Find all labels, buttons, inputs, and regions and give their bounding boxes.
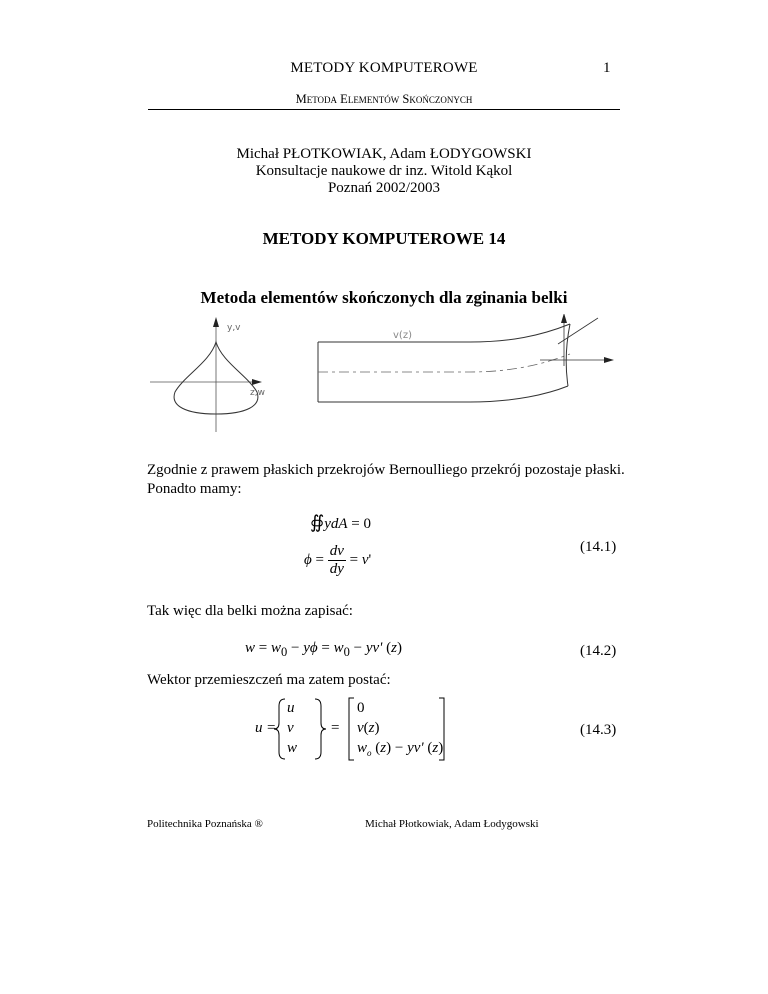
vector-u: u: [287, 700, 295, 716]
equation-number-2: (14.2): [580, 643, 617, 659]
header-rule: [148, 109, 620, 110]
equation-phi: ϕ = $\frac{dv}{dy}$ = v': [304, 543, 372, 577]
consultation-line: Konsultacje naukowe dr inz. Witold Kąkol: [255, 163, 513, 179]
footer-right: Michał Płotkowiak, Adam Łodygowski: [365, 818, 539, 830]
document-title: METODY KOMPUTEROWE 14: [262, 229, 506, 248]
header-subtitle: Metoda Elementów Skończonych: [295, 92, 473, 106]
paragraph-3: Tak więc dla belki można zapisać:: [147, 603, 353, 619]
paragraph-1: [147, 461, 625, 499]
footer-left: Politechnika Poznańska ®: [147, 818, 263, 830]
vector-v: v: [287, 720, 294, 736]
vector-eq-sign-2: =: [331, 720, 340, 736]
paragraph-4: Wektor przemieszczeń ma zatem postać:: [147, 672, 391, 688]
vector-row-3: $w_o$ (z) − yv' (z): [357, 740, 444, 758]
z-axis-arrow: [252, 379, 262, 385]
author-names: Michał PŁOTKOWIAK, Adam ŁODYGOWSKI: [236, 146, 532, 162]
label-zw: z,w: [250, 388, 265, 398]
vector-row-1: 0: [357, 700, 365, 716]
label-yv: y,v: [227, 323, 241, 333]
beam-neutral-axis: [318, 354, 570, 372]
header-title: METODY KOMPUTEROWE: [290, 60, 478, 76]
equation-number-3: (14.3): [580, 722, 617, 738]
tip-up-arrow: [561, 314, 567, 323]
beam-bottom-edge: [318, 386, 568, 402]
equation-vector: [255, 696, 455, 762]
vector-row-2: v(z): [357, 720, 380, 736]
vector-eq-sign-1: =: [267, 720, 276, 736]
page-number: 1: [603, 60, 611, 76]
vector-lhs: u: [255, 720, 263, 736]
beam-right-end: [566, 324, 570, 386]
equation-number-1: (14.1): [580, 539, 617, 555]
equation-w: $w = w_0 - y\phi = w_0 - yv'$ (z): [245, 640, 402, 659]
beam-top-edge: [318, 324, 570, 342]
paragraph-1-line-2: Ponadto mamy:: [147, 481, 242, 497]
y-axis-arrow: [213, 317, 219, 327]
section-title: Metoda elementów skończonych dla zginania belki: [200, 288, 568, 307]
paragraph-1-line-1: Zgodnie z prawem płaskich przekrojów Bernoulliego przekrój pozostaje płaski.: [147, 462, 625, 478]
place-year: Poznań 2002/2003: [327, 180, 441, 196]
beam-figure: [140, 314, 620, 434]
tip-right-arrow: [604, 357, 614, 363]
authors-block: [0, 146, 768, 197]
equation-integral: ∯ydA = 0: [310, 512, 371, 532]
vector-w: w: [287, 740, 298, 756]
label-vz: v(z): [393, 330, 412, 341]
